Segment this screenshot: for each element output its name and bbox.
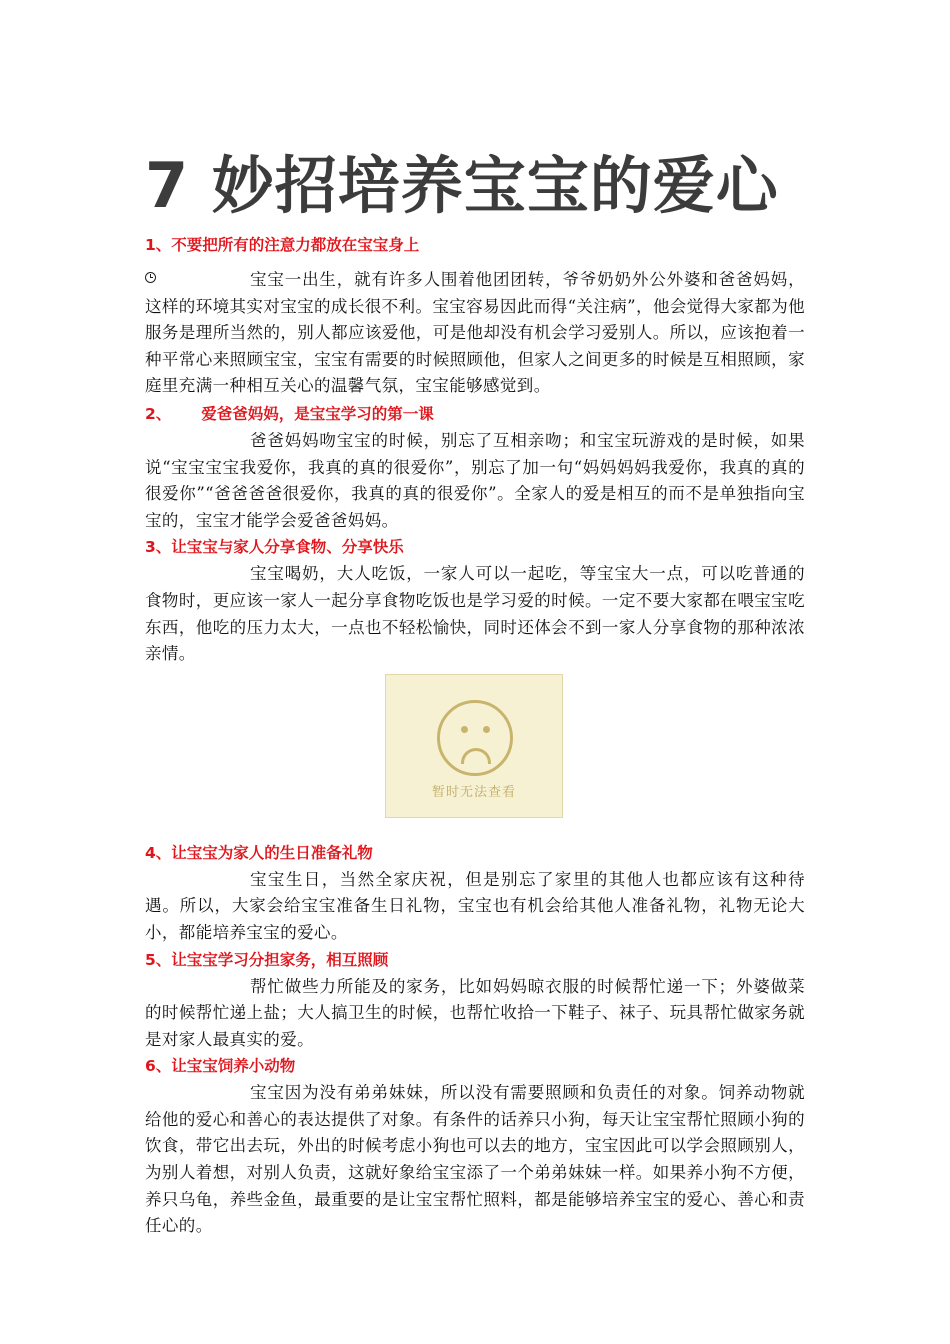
section-4-heading: 4、让宝宝为家人的生日准备礼物 (145, 843, 373, 862)
section-6-body: 宝宝因为没有弟弟妹妹，所以没有需要照顾和负责任的对象。饲养动物就给他的爱心和善心的表达提供了对象。有条件的话养只小狗，每天让宝宝帮忙照顾小狗的饮食，带它出去玩，外出的时候考虑小狗也可以去的地方，宝宝因此可以学会照顾别人，为别人着想，对别人负责，这就好象给宝宝添了一个弟弟妹妹一样。如果养小狗不方便，养只乌龟，养些金鱼，最重要的是让宝宝帮忙照料，都是能够培养宝宝的爱心、善心和责任心的。 (145, 1083, 805, 1236)
section-5-body: 帮忙做些力所能及的家务，比如妈妈晾衣服的时候帮忙递一下；外婆做菜的时候帮忙递上盐；大人搞卫生的时候，也帮忙收拾一下鞋子、袜子、玩具帮忙做家务就是对家人最真实的爱。 (145, 976, 805, 1049)
section-2-body: 爸爸妈妈吻宝宝的时候，别忘了互相亲吻；和宝宝玩游戏的是时候，如果说“宝宝宝宝我爱你，我真的真的很爱你”，别忘了加一句“妈妈妈妈我爱你，我真的真的很爱你”“爸爸爸爸很爱你，我真的真的很爱你”。全家人的爱是相互的而不是单独指向宝宝的，宝宝才能学会爱爸爸妈妈。 (145, 430, 805, 530)
clock-icon (145, 272, 156, 283)
article-body (145, 232, 805, 1240)
section-2-number: 2、 (145, 404, 172, 423)
section-3-body: 宝宝喝奶，大人吃饭，一家人可以一起吃，等宝宝大一点，可以吃普通的食物时，更应该一家人一起分享食物吃饭也是学习爱的时候。一定不要大家都在喂宝宝吃东西，他吃的压力太大，一点也不轻松愉快，同时还体会不到一家人分享食物的那种浓浓亲情。 (145, 564, 805, 664)
section-5-heading: 5、让宝宝学习分担家务，相互照顾 (145, 950, 389, 969)
section-2-heading (145, 401, 805, 428)
page-title: 7 妙招培养宝宝的爱心 (145, 149, 779, 222)
image-unavailable-caption: 暂时无法查看 (431, 784, 516, 800)
section-6-heading: 6、让宝宝饲养小动物 (145, 1057, 296, 1076)
image-placeholder (385, 674, 563, 818)
section-4-body: 宝宝生日，当然全家庆祝，但是别忘了家里的其他人也都应该有这种待遇。所以，大家会给宝宝准备生日礼物，宝宝也有机会给其他人准备礼物，礼物无论大小，都能培养宝宝的爱心。 (145, 869, 805, 942)
sad-face-icon (437, 700, 513, 776)
section-3-heading: 3、让宝宝与家人分享食物、分享快乐 (145, 538, 404, 557)
section-1-heading: 1、不要把所有的注意力都放在宝宝身上 (145, 236, 420, 254)
section-1-body (145, 267, 805, 400)
section-2-title: 爱爸爸妈妈，是宝宝学习的第一课 (201, 404, 434, 423)
section-1-text: 宝宝一出生，就有许多人围着他团团转，爷爷奶奶外公外婆和爸爸妈妈，这样的环境其实对宝宝的成长很不利。宝宝容易因此而得“关注病”，他会觉得大家都为他服务是理所当然的，别人都应该爱他，可是他却没有机会学习爱别人。所以，应该抱着一种平常心来照顾宝宝，宝宝有需要的时候照顾他，但家人之间更多的时候是互相照顾，家庭里充满一种相互关心的温馨气氛，宝宝能够感觉到。 (145, 270, 805, 396)
